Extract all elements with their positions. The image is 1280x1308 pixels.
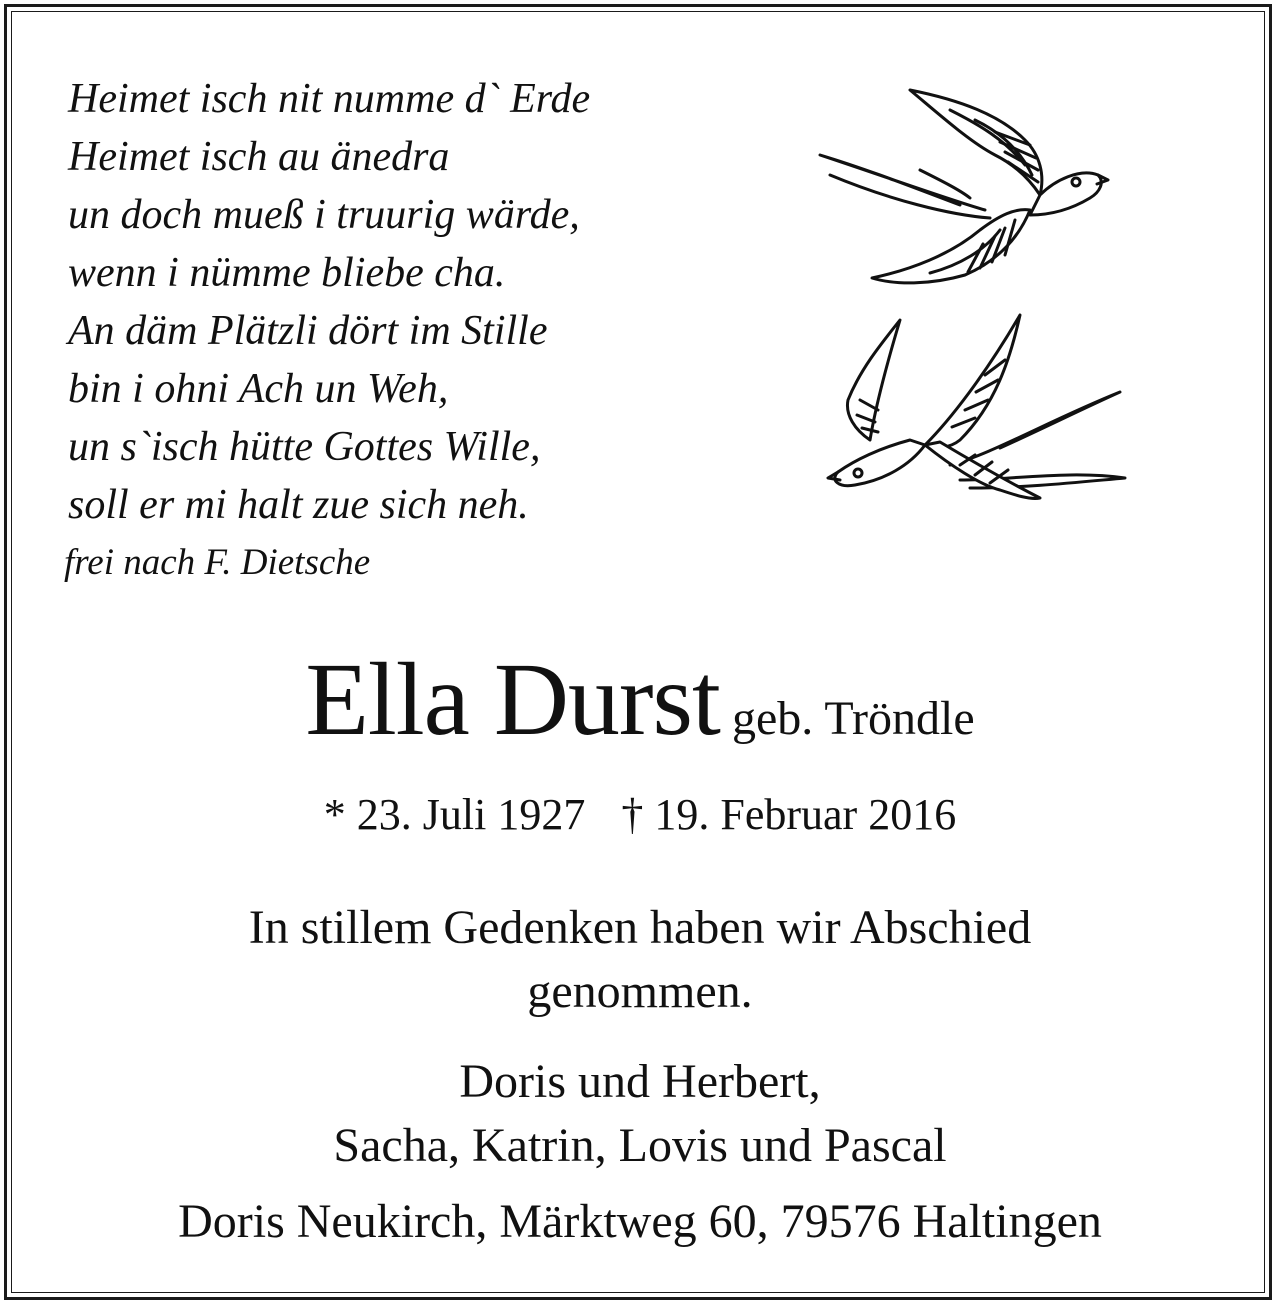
poem-attribution: frei nach F. Dietsche xyxy=(64,542,371,583)
swallow-bottom-icon xyxy=(828,315,1125,498)
poem-line: un doch mueß i truurig wärde, xyxy=(68,192,580,238)
poem-line: wenn i nümme bliebe cha. xyxy=(68,250,506,296)
poem-line: An däm Plätzli dört im Stille xyxy=(68,308,548,354)
life-dates xyxy=(0,785,1280,845)
poem-line: bin i ohni Ach un Weh, xyxy=(68,366,449,412)
poem-line: Heimet isch au änedra xyxy=(68,134,450,180)
swallow-top-icon xyxy=(820,90,1108,283)
birth-date: * 23. Juli 1927 xyxy=(323,790,586,839)
maiden-name: geb. Tröndle xyxy=(731,692,975,745)
contact-address: Doris Neukirch, Märktweg 60, 79576 Haltingen xyxy=(178,1195,1102,1248)
poem-line: Heimet isch nit numme d` Erde xyxy=(68,76,591,122)
death-date: † 19. Februar 2016 xyxy=(621,790,957,839)
poem-block xyxy=(64,70,788,592)
poem-line: soll er mi halt zue sich neh. xyxy=(68,482,529,528)
memorial-message: In stillem Gedenken haben wir Abschied genommen. xyxy=(248,901,1032,1018)
poem-line: un s`isch hütte Gottes Wille, xyxy=(68,424,541,470)
family-block xyxy=(0,1050,1280,1178)
family-line-1: Doris und Herbert, xyxy=(459,1055,821,1108)
deceased-name-line xyxy=(0,640,1280,779)
family-line-2: Sacha, Katrin, Lovis und Pascal xyxy=(333,1119,947,1172)
swallows-illustration-icon xyxy=(800,70,1140,530)
deceased-name: Ella Durst xyxy=(305,642,720,757)
